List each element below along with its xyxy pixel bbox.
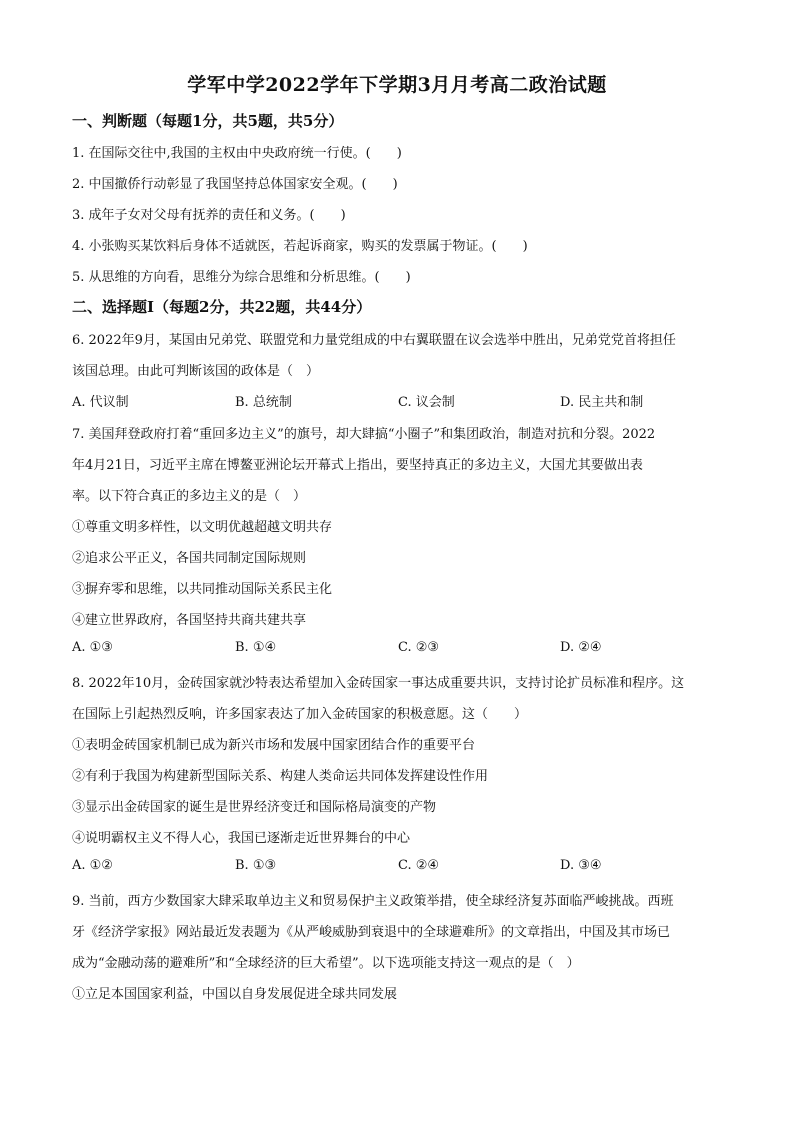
option-c: C. ②③ bbox=[398, 640, 440, 655]
question-7-statement-1: ①尊重文明多样性，以文明优越超越文明共存 bbox=[72, 520, 333, 535]
question-5: 5. 从思维的方向看，思维分为综合思维和分析思维。( ) bbox=[72, 270, 411, 285]
question-2: 2. 中国撤侨行动彰显了我国坚持总体国家安全观。( ) bbox=[72, 177, 398, 192]
question-8-line-1: 8. 2022年10月，金砖国家就沙特表达希望加入金砖国家一事达成重要共识，支持讨论扩员标准和程序。这 bbox=[72, 676, 685, 691]
option-c: C. ②④ bbox=[398, 858, 440, 873]
question-9-statement-1: ①立足本国国家利益，中国以自身发展促进全球共同发展 bbox=[72, 987, 398, 1002]
option-a: A. 代议制 bbox=[72, 395, 129, 410]
question-7-statement-4: ④建立世界政府，各国坚持共商共建共享 bbox=[72, 613, 307, 628]
question-8-statement-3: ③显示出金砖国家的诞生是世界经济变迁和国际格局演变的产物 bbox=[72, 800, 437, 815]
option-a: A. ①② bbox=[72, 858, 113, 873]
option-b: B. 总统制 bbox=[235, 395, 292, 410]
question-9-line-3: 成为“金融动荡的避难所”和“全球经济的巨大希望”。以下选项能支持这一观点的是（ ） bbox=[72, 956, 580, 971]
question-6-line-1: 6. 2022年9月，某国由兄弟党、联盟党和力量党组成的中右翼联盟在议会选举中胜出，兄弟党党首将担任 bbox=[72, 333, 676, 348]
option-a: A. ①③ bbox=[72, 640, 113, 655]
option-b: B. ①③ bbox=[235, 858, 277, 873]
question-7-line-2: 年4月21日，习近平主席在博鳌亚洲论坛开幕式上指出，要坚持真正的多边主义，大国尤其要做出表 bbox=[72, 458, 643, 473]
question-7-statement-2: ②追求公平正义，各国共同制定国际规则 bbox=[72, 551, 307, 566]
question-6-line-2: 该国总理。由此可判断该国的政体是（ ） bbox=[72, 364, 320, 379]
question-7-line-3: 率。以下符合真正的多边主义的是（ ） bbox=[72, 489, 307, 504]
page-title: 学军中学2022学年下学期3月月考高二政治试题 bbox=[187, 74, 607, 96]
question-4: 4. 小张购买某饮料后身体不适就医，若起诉商家，购买的发票属于物证。( ) bbox=[72, 239, 528, 254]
option-c: C. 议会制 bbox=[398, 395, 455, 410]
option-b: B. ①④ bbox=[235, 640, 277, 655]
question-8-statement-4: ④说明霸权主义不得人心，我国已逐渐走近世界舞台的中心 bbox=[72, 831, 411, 846]
question-7-line-1: 7. 美国拜登政府打着“重回多边主义”的旗号，却大肆搞“小圈子”和集团政治，制造对抗和分裂。2022 bbox=[72, 427, 656, 442]
section-heading-judgment: 一、判断题（每题1分，共5题，共5分） bbox=[72, 112, 344, 130]
question-9-line-2: 牙《经济学家报》网站最近发表题为《从严峻威胁到衰退中的全球避难所》的文章指出，中国及其市场已 bbox=[72, 925, 671, 940]
question-1: 1. 在国际交往中,我国的主权由中央政府统一行使。( ) bbox=[72, 146, 402, 161]
section-heading-choice: 二、选择题Ⅰ（每题2分，共22题，共44分） bbox=[72, 298, 372, 316]
option-d: D. ③④ bbox=[560, 858, 602, 873]
question-8-line-2: 在国际上引起热烈反响，许多国家表达了加入金砖国家的积极意愿。这（ ） bbox=[72, 707, 528, 722]
question-8-statement-2: ②有利于我国为构建新型国际关系、构建人类命运共同体发挥建设性作用 bbox=[72, 769, 489, 784]
option-d: D. 民主共和制 bbox=[560, 395, 644, 410]
question-7-statement-3: ③摒弃零和思维，以共同推动国际关系民主化 bbox=[72, 582, 333, 597]
option-d: D. ②④ bbox=[560, 640, 602, 655]
question-3: 3. 成年子女对父母有抚养的责任和义务。( ) bbox=[72, 208, 346, 223]
question-9-line-1: 9. 当前，西方少数国家大肆采取单边主义和贸易保护主义政策举措，使全球经济复苏面临严峻挑战。西班 bbox=[72, 894, 674, 909]
question-8-statement-1: ①表明金砖国家机制已成为新兴市场和发展中国家团结合作的重要平台 bbox=[72, 738, 476, 753]
